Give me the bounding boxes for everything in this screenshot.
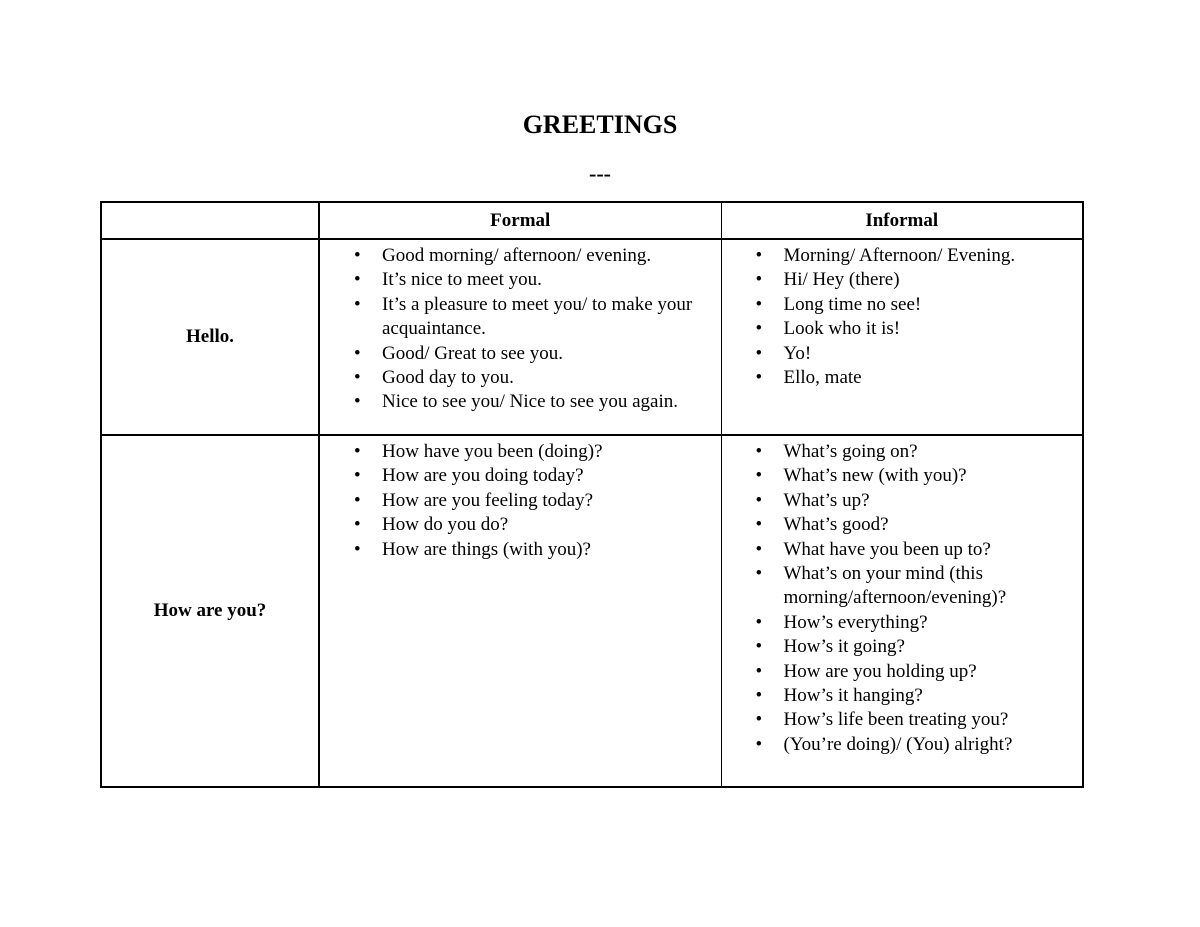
list-item: • How’s it going? bbox=[784, 635, 1083, 659]
list-item: • What have you been up to? bbox=[784, 538, 1083, 562]
header-row bbox=[101, 202, 1083, 239]
list-item: • How are you feeling today? bbox=[382, 489, 721, 513]
list-item: • How have you been (doing)? bbox=[382, 440, 721, 464]
formal-cell-how-are-you bbox=[319, 435, 721, 787]
list-item: • What’s good? bbox=[784, 513, 1083, 537]
list-item: • How are you holding up? bbox=[784, 660, 1083, 684]
list-item: • Hi/ Hey (there) bbox=[784, 268, 1083, 292]
informal-list-how-are-you bbox=[722, 440, 1083, 757]
list-item: • How are things (with you)? bbox=[382, 538, 721, 562]
informal-list-hello bbox=[722, 244, 1083, 390]
list-item: • Good morning/ afternoon/ evening. bbox=[382, 244, 721, 268]
list-item: • Morning/ Afternoon/ Evening. bbox=[784, 244, 1083, 268]
list-item: • What’s going on? bbox=[784, 440, 1083, 464]
greetings-table bbox=[100, 201, 1084, 788]
header-formal: Formal bbox=[319, 202, 721, 239]
informal-cell-how-are-you bbox=[721, 435, 1083, 787]
list-item: • Nice to see you/ Nice to see you again. bbox=[382, 390, 721, 414]
title-divider: --- bbox=[589, 161, 611, 186]
list-item: • It’s a pleasure to meet you/ to make your acquaintance. bbox=[382, 293, 721, 342]
list-item: • How are you doing today? bbox=[382, 464, 721, 488]
list-item: • Yo! bbox=[784, 342, 1083, 366]
table-row-how-are-you bbox=[101, 435, 1083, 787]
table-row-hello bbox=[101, 239, 1083, 435]
page-title: GREETINGS bbox=[522, 110, 678, 139]
row-label-how-are-you: How are you? bbox=[101, 435, 319, 787]
list-item: • How’s everything? bbox=[784, 611, 1083, 635]
list-item: • Ello, mate bbox=[784, 366, 1083, 390]
formal-list-hello bbox=[320, 244, 721, 415]
formal-cell-hello bbox=[319, 239, 721, 435]
list-item: • What’s on your mind (this morning/afternoon/evening)? bbox=[784, 562, 1083, 611]
list-item: • What’s new (with you)? bbox=[784, 464, 1083, 488]
list-item: • How’s it hanging? bbox=[784, 684, 1083, 708]
list-item: • What’s up? bbox=[784, 489, 1083, 513]
header-informal: Informal bbox=[721, 202, 1083, 239]
list-item: • Look who it is! bbox=[784, 317, 1083, 341]
informal-cell-hello bbox=[721, 239, 1083, 435]
list-item: • How do you do? bbox=[382, 513, 721, 537]
list-item: • Good/ Great to see you. bbox=[382, 342, 721, 366]
list-item: • Long time no see! bbox=[784, 293, 1083, 317]
formal-list-how-are-you bbox=[320, 440, 721, 562]
row-label-hello: Hello. bbox=[101, 239, 319, 435]
header-corner bbox=[101, 202, 319, 239]
list-item: • Good day to you. bbox=[382, 366, 721, 390]
list-item: • (You’re doing)/ (You) alright? bbox=[784, 733, 1083, 757]
list-item: • It’s nice to meet you. bbox=[382, 268, 721, 292]
list-item: • How’s life been treating you? bbox=[784, 708, 1083, 732]
